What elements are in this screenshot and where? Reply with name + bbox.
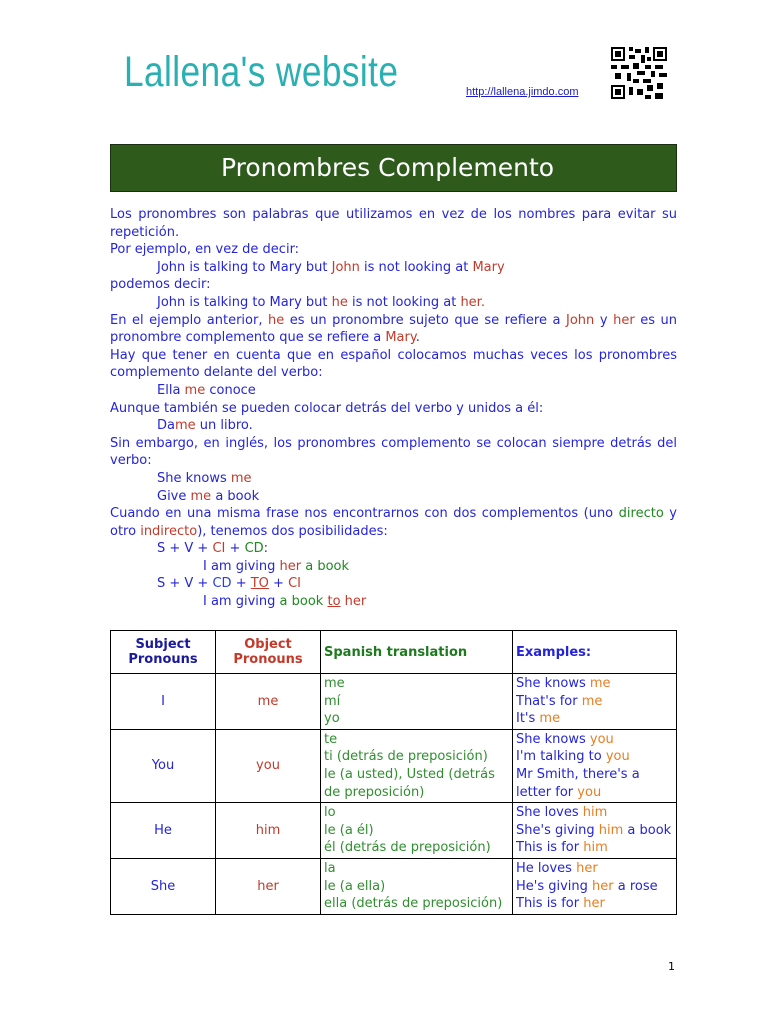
subject-pronoun-cell: I [111, 674, 216, 730]
pronouns-table [110, 630, 677, 915]
object-pronoun-cell: her [216, 858, 321, 914]
paragraph: Hay que tener en cuenta que en español colocamos muchas veces los pronombres complemento delante del verbo: [110, 347, 677, 381]
paragraph: Cuando en una misma frase nos encontrarnos con dos complementos (uno directo y otro indirecto), tenemos dos posibilidades: [110, 506, 677, 539]
table-row [111, 858, 677, 914]
explanation-text [110, 206, 677, 611]
example-line: I'm talking to you [516, 749, 630, 765]
examples-cell [513, 674, 677, 730]
formula: S + V + CD + TO + CI [157, 576, 302, 592]
translation-line: la [324, 860, 336, 876]
example-line: This is for her [516, 896, 605, 912]
table-row [111, 803, 677, 859]
subject-pronoun-cell: You [111, 729, 216, 802]
object-pronoun-cell: me [216, 674, 321, 730]
example-line: It's me [516, 711, 561, 727]
examples-cell [513, 858, 677, 914]
translation-line: ti (detrás de preposición) [324, 749, 488, 765]
paragraph: Aunque también se pueden colocar detrás del verbo y unidos a él: [110, 400, 544, 416]
example-sentence: John is talking to Mary but he is not looking at her. [157, 294, 485, 310]
translation-line: le (a usted), Usted (detrás de preposición) [324, 766, 495, 800]
table-row [111, 674, 677, 730]
example-line: She knows me [516, 676, 611, 691]
example-sentence: I am giving a book to her [203, 594, 367, 610]
example-line: This is for him [516, 840, 608, 856]
paragraph: podemos decir: [110, 277, 211, 293]
spanish-translation-cell [321, 674, 513, 730]
column-header: Spanish translation [321, 631, 513, 674]
paragraph: En el ejemplo anterior, he es un pronombre sujeto que se refiere a John y her es un pronombre complemento que se refiere a Mary. [110, 312, 678, 346]
example-line: He loves her [516, 860, 598, 876]
qr-code-icon [611, 47, 667, 99]
site-url-link[interactable]: http://lallena.jimdo.com [466, 86, 579, 98]
examples-cell [513, 803, 677, 859]
example-line: She loves him [516, 805, 608, 821]
paragraph: Sin embargo, en inglés, los pronombres complemento se colocan siempre detrás del verbo: [110, 435, 677, 469]
column-header: Examples: [513, 631, 677, 674]
paragraph: Por ejemplo, en vez de decir: [110, 242, 300, 258]
example-sentence: She knows me [157, 470, 252, 486]
spanish-translation-cell [321, 803, 513, 859]
page-number: 1 [668, 960, 675, 973]
subject-pronoun-cell: She [111, 858, 216, 914]
example-line: That's for me [516, 693, 603, 709]
translation-line: te [324, 731, 338, 747]
example-sentence: Dame un libro. [157, 418, 253, 434]
example-line: She's giving him a book [516, 822, 672, 838]
table-row [111, 729, 677, 802]
page-title: Pronombres Complemento [221, 153, 555, 182]
column-header: Object Pronouns [216, 631, 321, 674]
translation-line: mí [324, 693, 341, 709]
translation-line: le (a ella) [324, 878, 386, 894]
example-line: She knows you [516, 731, 614, 747]
table-header-row [111, 631, 677, 674]
subject-pronoun-cell: He [111, 803, 216, 859]
paragraph: Los pronombres son palabras que utilizamos en vez de los nombres para evitar su repetición. [110, 207, 677, 240]
title-banner [110, 144, 677, 192]
formula: S + V + CI + CD: [157, 541, 269, 557]
example-line: Mr Smith, there's a letter for you [516, 766, 640, 800]
example-sentence: Ella me conoce [157, 382, 256, 398]
translation-line: le (a él) [324, 822, 374, 838]
translation-line: me [324, 676, 345, 691]
example-line: He's giving her a rose [516, 878, 658, 894]
translation-line: lo [324, 805, 336, 821]
translation-line: él (detrás de preposición) [324, 840, 491, 856]
example-sentence: John is talking to Mary but John is not looking at Mary [157, 259, 505, 275]
column-header: Subject Pronouns [111, 631, 216, 674]
object-pronoun-cell: him [216, 803, 321, 859]
examples-cell [513, 729, 677, 802]
example-sentence: Give me a book [157, 488, 260, 504]
translation-line: yo [324, 711, 340, 727]
site-title: Lallena's website [124, 48, 399, 96]
object-pronoun-cell: you [216, 729, 321, 802]
example-sentence: I am giving her a book [203, 558, 350, 574]
spanish-translation-cell [321, 729, 513, 802]
translation-line: ella (detrás de preposición) [324, 896, 503, 912]
spanish-translation-cell [321, 858, 513, 914]
